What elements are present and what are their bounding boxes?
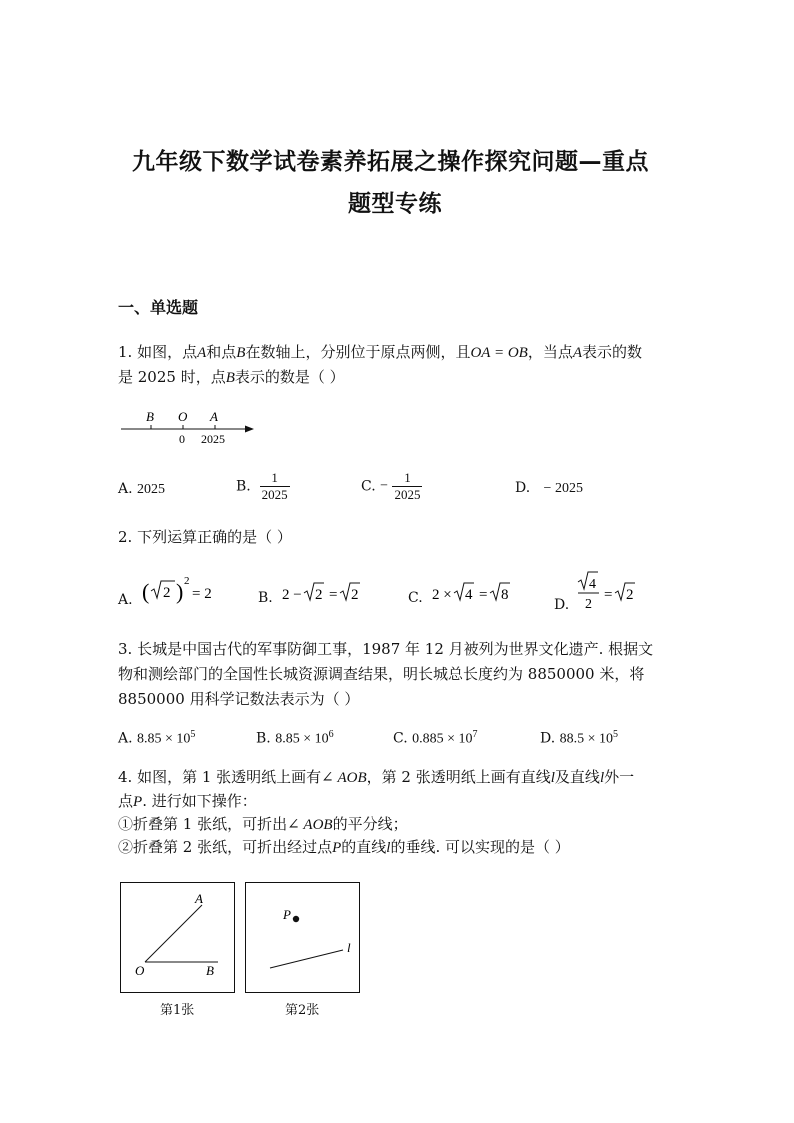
question-1-line2: 是 2025 时，点B表示的数是（ ） — [118, 368, 345, 386]
question-1-line1: 1. 如图，点A和点B在数轴上，分别位于原点两侧，且OA = OB，当点A表示的数 — [118, 343, 643, 361]
question-4-line3: ①折叠第 1 张纸，可折出∠ AOB的平分线； — [118, 815, 408, 833]
section-heading: 一、单选题 — [118, 298, 199, 317]
fraction: $\frac{1}{2025}$ — [394, 470, 421, 502]
svg-text:=: = — [479, 587, 488, 603]
question-4-line1: 4. 如图，第 1 张透明纸上画有∠ AOB，第 2 张透明纸上画有直线l及直线l外一 — [118, 768, 635, 786]
question-3-line1: 3. 长城是中国古代的军事防御工事，1987 年 12 月被列为世界文化遗产. 根据文 — [118, 640, 654, 658]
svg-text:2: 2 — [351, 587, 359, 603]
svg-text:2: 2 — [315, 587, 323, 603]
svg-text:2: 2 — [626, 587, 634, 603]
q3-option-b[interactable]: B. $8.85 \times 10^6$ — [256, 729, 334, 747]
label-A: A — [195, 891, 203, 906]
point-label-O: O — [178, 409, 188, 424]
label-B: B — [206, 963, 214, 978]
line-l — [270, 950, 343, 968]
svg-text:8: 8 — [501, 587, 509, 603]
label-O: O — [135, 963, 145, 978]
q2-option-d-label[interactable]: D. — [554, 597, 570, 613]
q1-option-b[interactable]: B. $\frac{1}{2025}$ — [236, 470, 288, 502]
tick-label-0: 0 — [179, 432, 185, 446]
svg-text:2: 2 — [163, 585, 171, 601]
point-label-B: B — [146, 409, 154, 424]
point-label-A: A — [210, 409, 218, 424]
q2-option-a-label[interactable]: A. — [118, 592, 133, 608]
ray-OA — [145, 905, 202, 962]
sheet-2-border — [246, 883, 360, 993]
figure-sheet-1 — [120, 882, 236, 994]
q2-option-b-expr — [280, 578, 370, 606]
page-title-line2: 题型专练 — [348, 191, 442, 217]
fraction: $\frac{1}{2025}$ — [261, 470, 288, 502]
svg-text:2: 2 — [184, 575, 190, 587]
svg-text:2: 2 — [585, 597, 592, 612]
question-3-line2: 物和测绘部门的全国性长城资源调查结果，明长城总长度约为 8850000 米，将 — [118, 665, 645, 683]
q3-option-c[interactable]: C. $0.885 \times 10^7$ — [393, 729, 478, 747]
svg-text:2 ×: 2 × — [432, 587, 452, 603]
q2-option-b-label[interactable]: B. — [258, 590, 273, 606]
number-line-arrow — [245, 426, 254, 433]
q1-option-a[interactable]: A. 2025 — [118, 481, 166, 497]
svg-text:4: 4 — [589, 577, 596, 592]
label-P: P — [283, 907, 291, 922]
svg-text:2 −: 2 − — [282, 587, 302, 603]
q2-option-c-label[interactable]: C. — [408, 590, 423, 606]
q2-option-a-expr — [140, 572, 220, 606]
q3-option-d[interactable]: D. $88.5 \times 10^5$ — [540, 729, 619, 747]
q3-option-a[interactable]: A. $8.85 \times 10^5$ — [118, 729, 196, 747]
figure-1-caption: 第1张 — [160, 1003, 195, 1018]
question-4-line2: 点P. 进行如下操作： — [118, 792, 257, 810]
svg-text:=: = — [329, 587, 338, 603]
figure-2-caption: 第2张 — [285, 1003, 320, 1018]
question-2-stem: 2. 下列运算正确的是（ ） — [118, 528, 292, 546]
q2-option-c-expr — [430, 578, 520, 606]
figure-sheet-2 — [245, 882, 361, 994]
question-4-line4: ②折叠第 2 张纸，可折出经过点P的直线l的垂线. 可以实现的是（ ） — [118, 838, 570, 856]
label-l: l — [347, 940, 351, 955]
svg-text:=: = — [604, 587, 613, 603]
question-3-line3: 8850000 用科学记数法表示为（ ） — [118, 690, 360, 708]
page-title-line1: 九年级下数学试卷素养拓展之操作探究问题—重点 — [132, 149, 649, 175]
point-P — [293, 916, 299, 922]
svg-text:= 2: = 2 — [192, 586, 212, 602]
svg-text:4: 4 — [465, 587, 473, 603]
q1-option-d[interactable]: D. − 2025 — [515, 480, 583, 496]
q1-option-c[interactable]: C. − $\frac{1}{2025}$ — [361, 470, 421, 502]
number-line-figure — [118, 405, 263, 450]
svg-text:): ) — [176, 579, 184, 604]
tick-label-2025: 2025 — [201, 432, 225, 446]
q2-option-d-expr — [575, 568, 645, 612]
svg-text:(: ( — [142, 579, 150, 604]
